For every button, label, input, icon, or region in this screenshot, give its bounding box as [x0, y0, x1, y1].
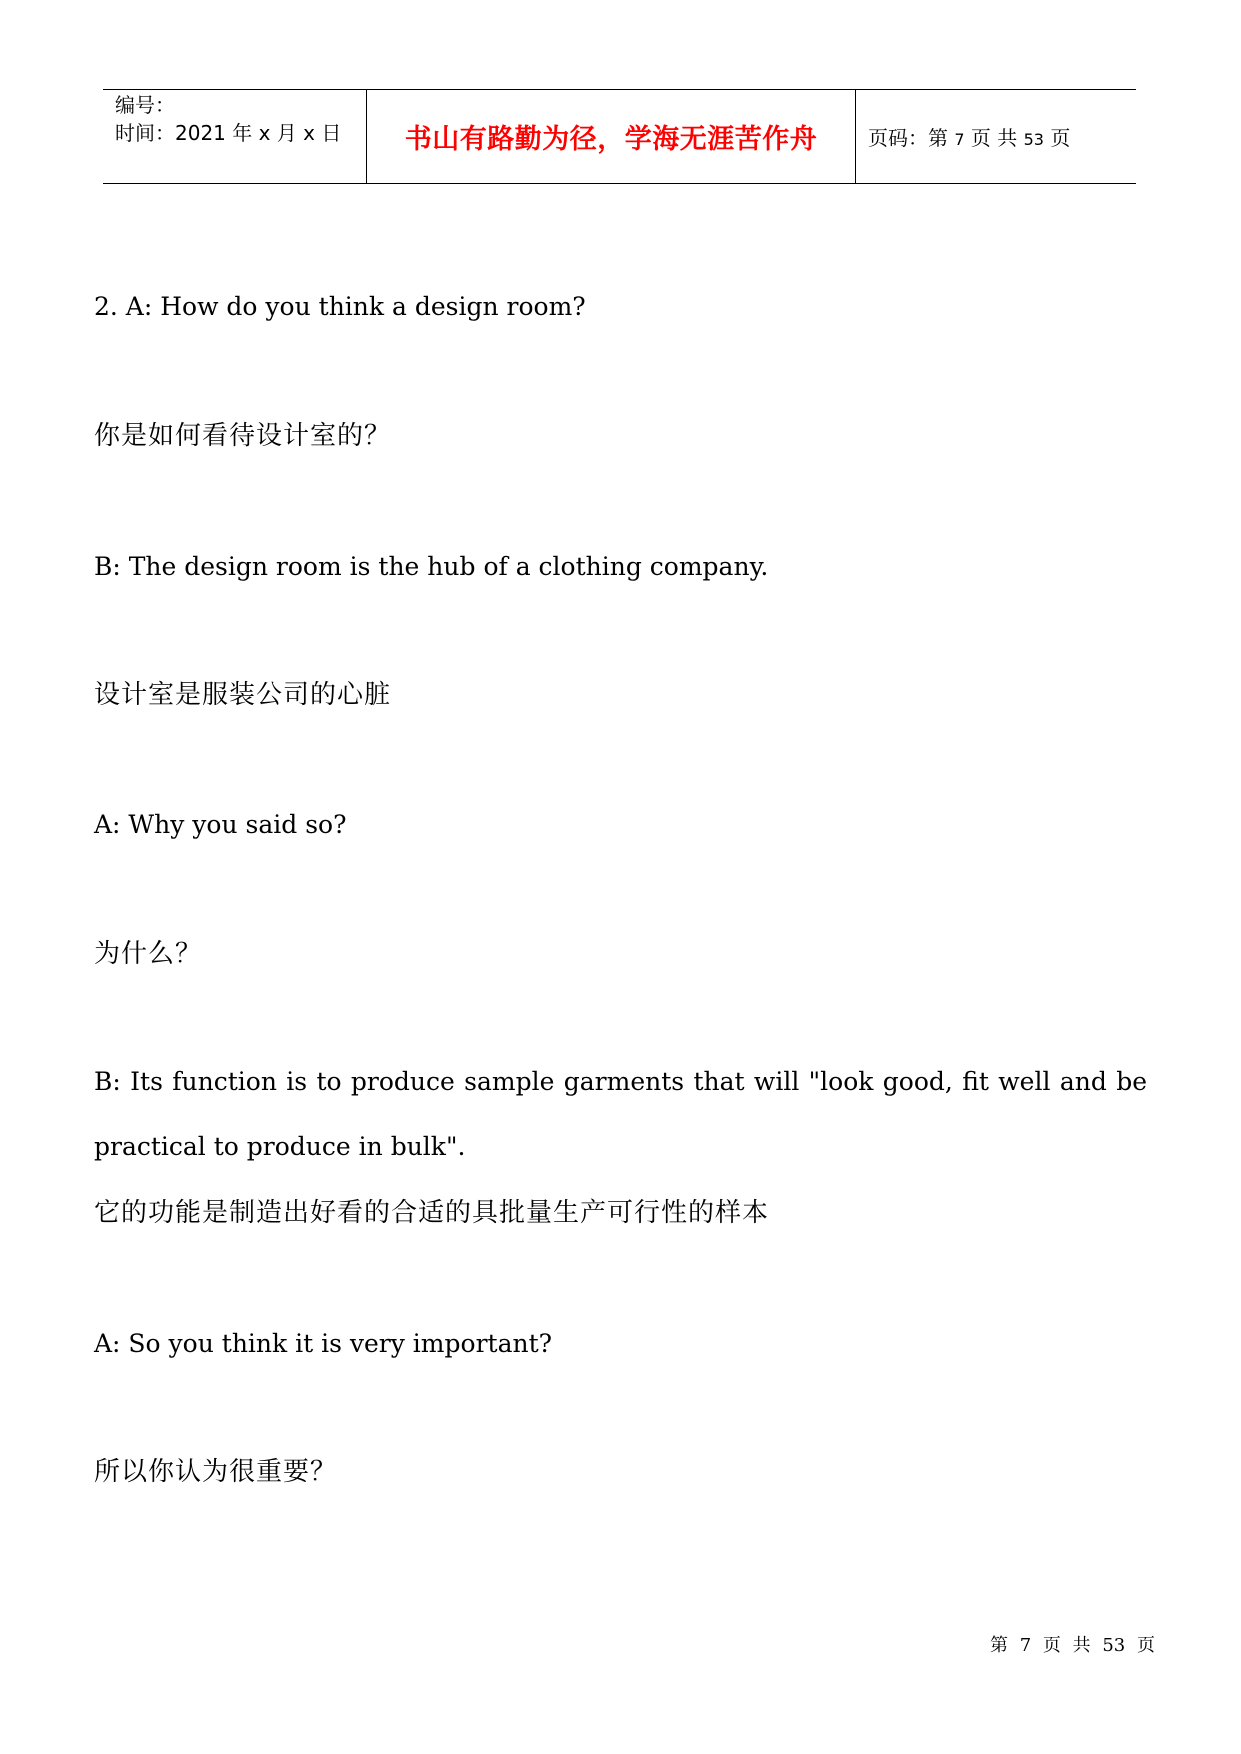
translation-line-2: 设计室是服装公司的心脏 — [94, 680, 392, 710]
page-header — [103, 89, 1136, 184]
translation-line-4: 它的功能是制造出好看的合适的具批量生产可行性的样本 — [94, 1198, 770, 1228]
dialogue-line-2: B: The design room is the hub of a clothing company. — [94, 552, 769, 581]
time-label: 时间：2021 年 x 月 x 日 — [115, 121, 342, 145]
header-motto-cell — [367, 90, 856, 183]
translation-line-5: 所以你认为很重要？ — [94, 1457, 338, 1487]
motto-text: 书山有路勤为径，学海无涯苦作舟 — [404, 124, 818, 155]
serial-label: 编号： — [115, 93, 175, 117]
translation-line-1: 你是如何看待设计室的？ — [94, 421, 392, 451]
dialogue-line-1: 2. A: How do you think a design room? — [94, 292, 586, 321]
header-page-number — [868, 122, 1070, 151]
dialogue-line-4: B: Its function is to produce sample garments that will "look good, fit well and be practical to produce in bulk". — [94, 1067, 1147, 1161]
page-footer: 第 7 页 共 53 页 — [990, 1635, 1155, 1656]
header-meta-cell — [103, 90, 367, 183]
dialogue-line-3: A: Why you said so? — [94, 810, 347, 839]
header-page-cell — [856, 90, 1136, 183]
translation-line-3: 为什么？ — [94, 939, 203, 969]
page-mid: 页 共 — [970, 126, 1018, 150]
page-suffix: 页 — [1050, 126, 1071, 150]
page-total: 53 — [1023, 130, 1044, 149]
page-current: 7 — [954, 130, 965, 149]
page-prefix: 页码：第 — [868, 126, 948, 150]
dialogue-line-5: A: So you think it is very important? — [94, 1329, 553, 1358]
